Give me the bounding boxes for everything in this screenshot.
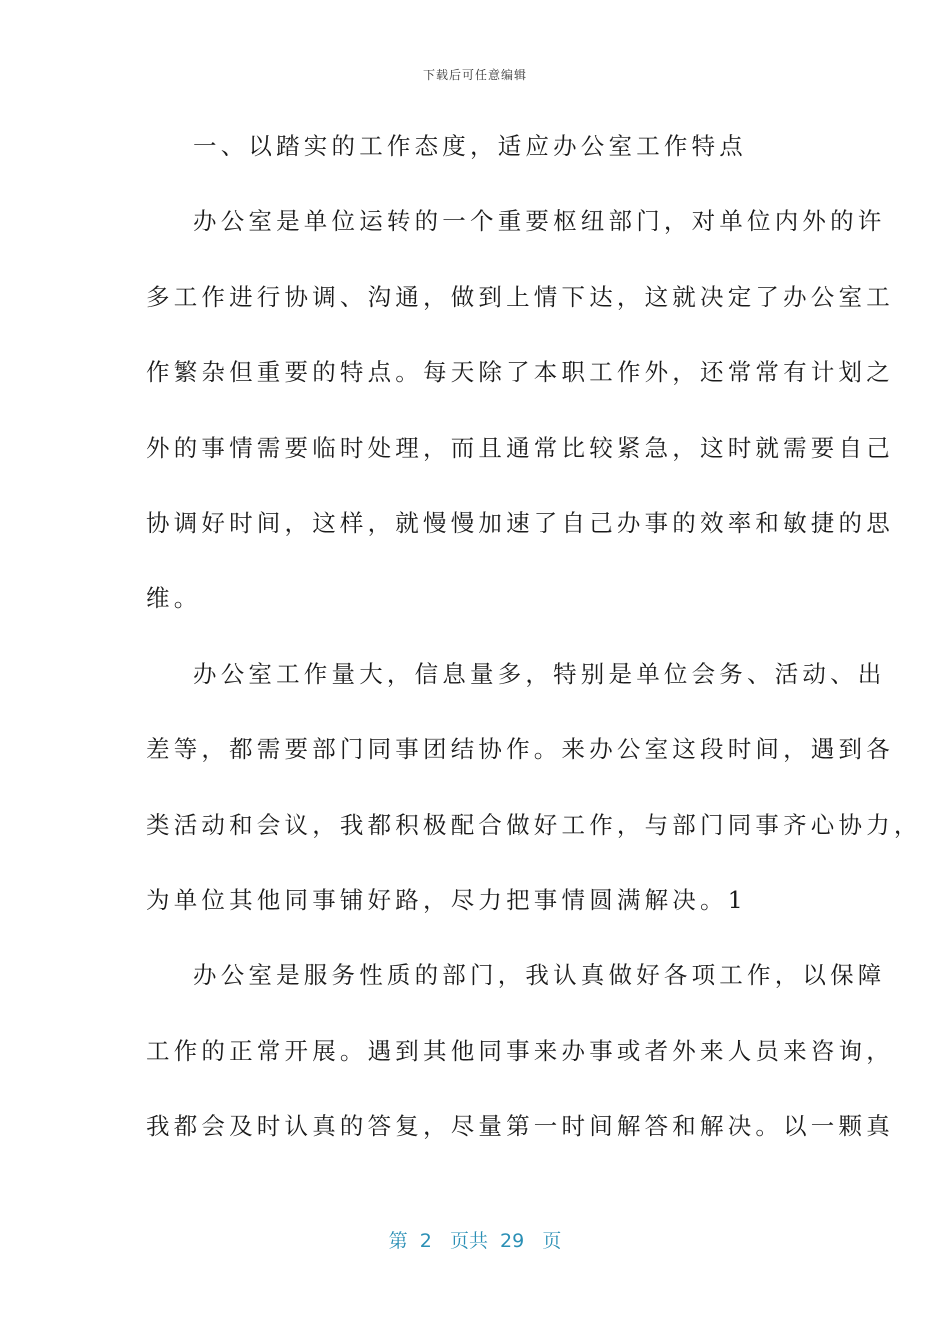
page-footer xyxy=(0,1226,950,1253)
body-line: 维。 xyxy=(146,584,202,613)
footer-middle: 页共 xyxy=(449,1230,488,1252)
body-line: 办公室工作量大，信息量多，特别是单位会务、活动、出 xyxy=(193,659,886,688)
body-line: 差等，都需要部门同事团结协作。来办公室这段时间，遇到各 xyxy=(146,735,894,764)
body-line: 办公室是服务性质的部门，我认真做好各项工作，以保障 xyxy=(193,961,886,990)
body-line: 多工作进行协调、沟通，做到上情下达，这就决定了办公室工 xyxy=(146,282,894,311)
body-line: 协调好时间，这样，就慢慢加速了自己办事的效率和敏捷的思 xyxy=(146,508,894,537)
body-line: 外的事情需要临时处理，而且通常比较紧急，这时就需要自己 xyxy=(146,433,894,462)
body-line: 工作的正常开展。遇到其他同事来办事或者外来人员来咨询， xyxy=(146,1036,894,1065)
body-line: 类活动和会议，我都积极配合做好工作，与部门同事齐心协力， xyxy=(146,810,922,839)
footer-suffix: 页 xyxy=(542,1230,562,1252)
page-header: 下载后可任意编辑 xyxy=(422,68,527,82)
body-line: 一、以踏实的工作态度，适应办公室工作特点 xyxy=(193,132,747,160)
footer-total-pages: 29 xyxy=(500,1230,525,1252)
body-line: 为单位其他同事铺好路，尽力把事情圆满解决。1 xyxy=(146,885,747,914)
body-line: 作繁杂但重要的特点。每天除了本职工作外，还常常有计划之 xyxy=(146,358,894,387)
footer-prefix: 第 xyxy=(388,1230,408,1252)
document-body xyxy=(146,118,922,1173)
body-line: 我都会及时认真的答复，尽量第一时间解答和解决。以一颗真 xyxy=(146,1112,894,1141)
footer-page-number: 2 xyxy=(419,1230,432,1252)
body-line: 办公室是单位运转的一个重要枢纽部门，对单位内外的许 xyxy=(193,207,886,236)
